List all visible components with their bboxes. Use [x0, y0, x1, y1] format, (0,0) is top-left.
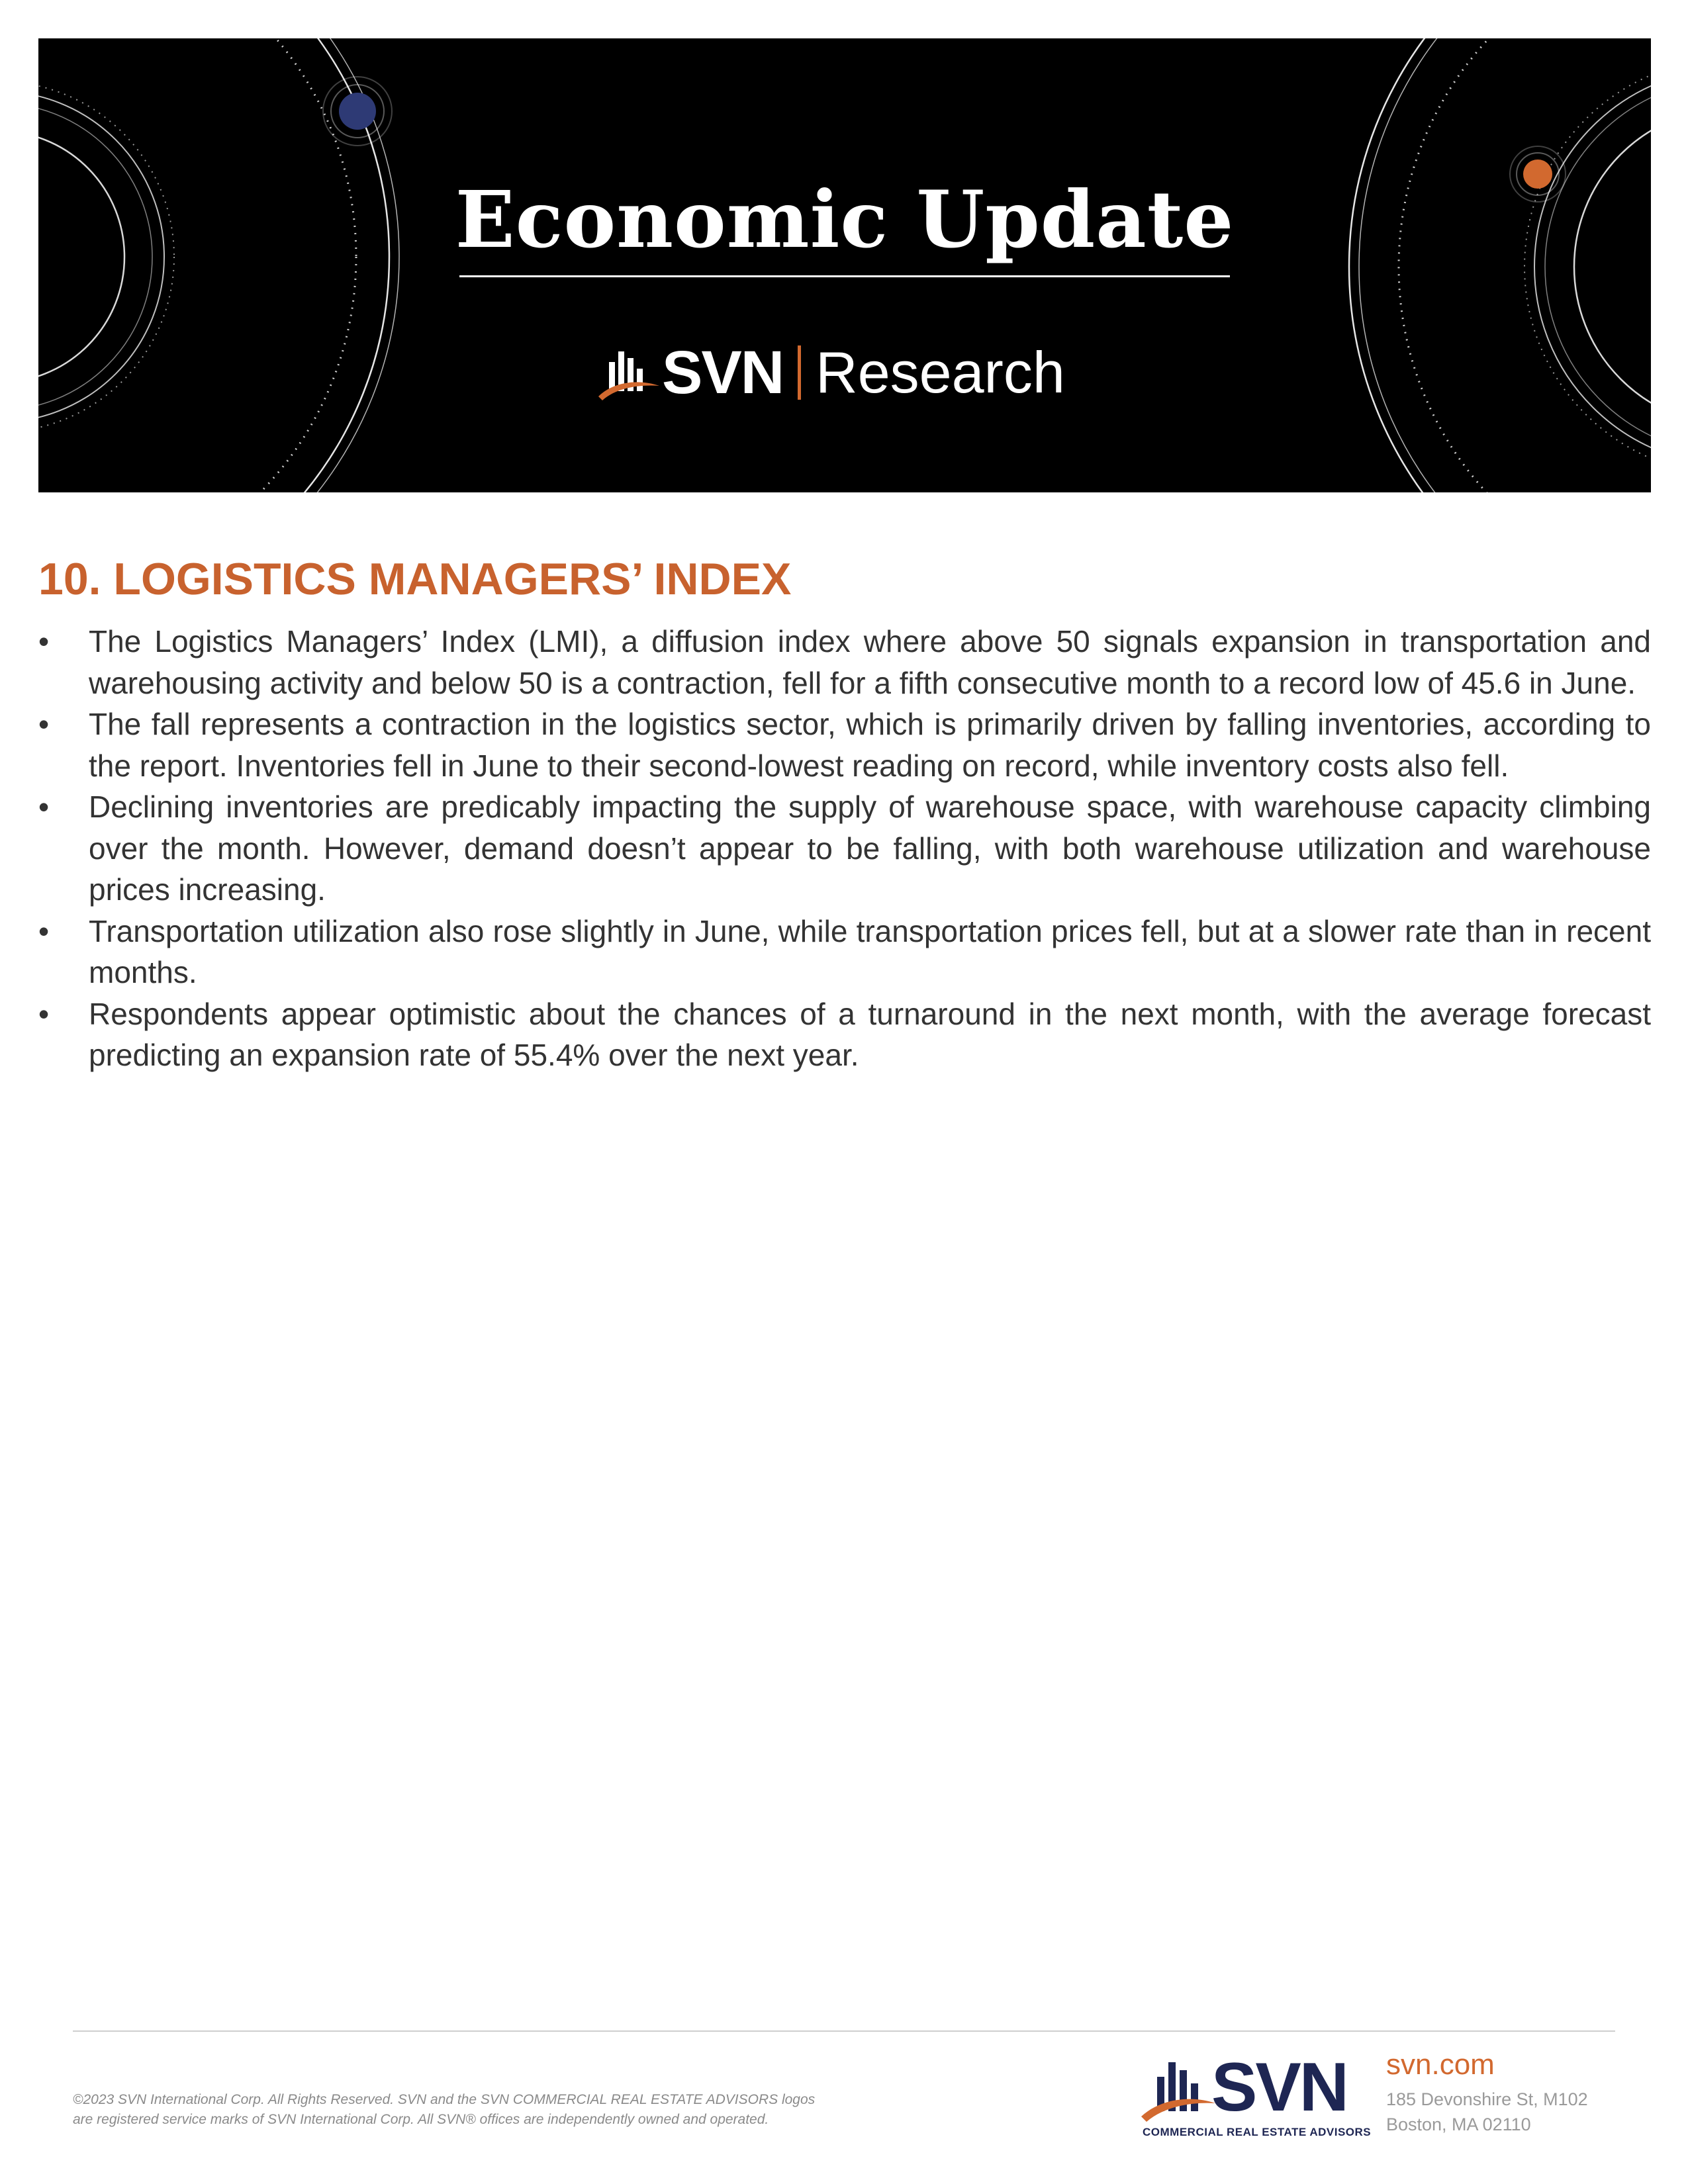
address-line-2: Boston, MA 02110 [1386, 2114, 1531, 2134]
list-item: • Respondents appear optimistic about the chances of a turnaround in the next month, with the average forecast predicting an expansion rate of 55.4% over the next year. [38, 993, 1651, 1076]
banner-title: Economic Update [455, 173, 1235, 265]
footer-logo [1137, 2049, 1372, 2143]
list-item: • The Logistics Managers’ Index (LMI), a diffusion index where above 50 signals expansion in transportation and warehousing activity and below 50 is a contraction, fell for a fifth consecutive month to a record low of 45.6 in June. [38, 621, 1651, 704]
section-heading: 10. LOGISTICS MANAGERS’ INDEX [38, 554, 792, 604]
legal-line-1: ©2023 SVN International Corp. All Rights Reserved. SVN and the SVN COMMERCIAL REAL ESTATE ADVISORS logos [73, 2092, 816, 2107]
list-item: • The fall represents a contraction in the logistics sector, which is primarily driven by falling inventories, according to the report. Inventories fell in June to their second-lowest reading on record, while inventory costs also fell. [38, 704, 1651, 786]
website-link[interactable]: svn.com [1386, 2048, 1495, 2081]
footer-divider [73, 2030, 1615, 2032]
address-line-1: 185 Devonshire St, M102 [1386, 2089, 1588, 2109]
svn-bars-logo-icon [594, 340, 661, 406]
orbit-decoration-icon [38, 38, 1651, 492]
banner-brand-logo [594, 323, 1065, 422]
header-banner [38, 38, 1651, 492]
footer-logo-name: SVN [1211, 2049, 1347, 2126]
legal-line-2: are registered service marks of SVN International Corp. All SVN® offices are independently owned and operated. [73, 2112, 769, 2127]
list-item: • Declining inventories are predicably impacting the supply of warehouse space, with warehouse capacity climbing over the month. However, demand doesn’t appear to be falling, with both warehouse utilization and warehouse prices increasing. [38, 786, 1651, 911]
banner-divider [459, 275, 1230, 277]
footer-legal-text [73, 2090, 933, 2130]
banner-brand-suffix: Research [816, 340, 1065, 405]
bullet-list [38, 621, 1651, 1076]
footer-address [1386, 2087, 1588, 2137]
svn-bars-logo-icon [1137, 2050, 1217, 2123]
banner-brand-name: SVN [662, 338, 784, 406]
banner-brand-divider [798, 345, 801, 400]
footer-logo-tagline: COMMERCIAL REAL ESTATE ADVISORS [1143, 2126, 1372, 2138]
list-item: • Transportation utilization also rose slightly in June, while transportation prices fell, but at a slower rate than in recent months. [38, 911, 1651, 993]
footer-contact [1386, 2048, 1588, 2137]
